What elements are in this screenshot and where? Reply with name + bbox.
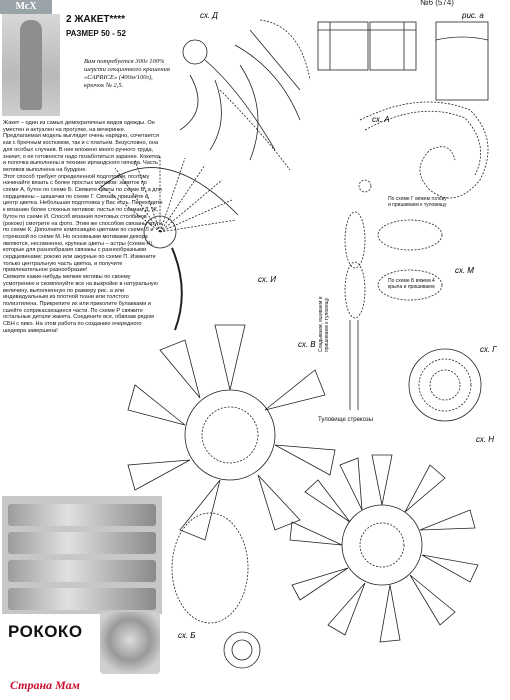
article-size: РАЗМЕР 50 - 52 bbox=[66, 29, 126, 38]
circle-motif-g bbox=[409, 349, 481, 421]
instructions-paragraph: Этот способ требует определенной подготовки, поэтому начинайте вязать с более простых мотивов: завиток по схеме А, бутон по схеме Б. Свяжите цветы по схеме В, а для сердцевины – шишечки по схеме Г. Связав, пришейте в центр цветка. Небольшая подготовка у Вас есть. Переходите к вязанию более сложных мотивов: листья по схемам Д, Ж, бутон по схеме И. Способ вязания почтовых столбиков (рококо) смотрите на фото. Этим же способом связаны круги по схеме К. Дополните композицию цветами по схеме Л и стрекозой по схеме М. Но основными мотивами декора являются, несомненно, крупные цветы – астры (схема Н), которые для разнообразия связаны с разнообразными сердцевинами: рококо или ажурные по схеме П. Измените только центральную часть цветка, и получите привлекательное разнообразие! bbox=[3, 173, 163, 274]
article-title: 2 ЖАКЕТ**** bbox=[66, 14, 126, 25]
instructions-paragraph: Предлагаемая модель выглядит очень нарядно, сочетается как с брючным костюмом, так и с платьем. Безусловно, она для особых случаев. В нее вложено много ручного труда, значит, о ее готовности надо позаботиться заранее. Кокетка и полочка выполнены в технике ирландского гипюра. Часть мотивов выполнена на бурдоне. bbox=[3, 133, 160, 173]
pattern-label: рис. а bbox=[462, 11, 484, 20]
diagram-label-g: сх. Г bbox=[480, 345, 497, 354]
diagram-label-v: сх. В bbox=[298, 340, 316, 349]
bud-motif-b bbox=[172, 513, 260, 668]
instructions-paragraph: Свяжите какие-нибудь мелкие мотивы по своему усмотрению и скомпонуйте все на выкройке в натуральную величину, выполненную по размеру рис. а или индивидуальным из плотной ткани или толстого полиэтилена. Прикрепите их или приколите булавками и сшейте соприкасающиеся части. По схеме Р свяжите остальные детали жакета. Соедините все, обвязав рядом СБН с пико. На этом работа по созданию очередного шедевра завершена! bbox=[3, 274, 158, 334]
note-head: По схеме Г вяжем голову и пришиваем к туловищу bbox=[388, 196, 447, 208]
dragonfly-body-caption: Туловище стрекозы bbox=[318, 417, 373, 423]
rococo-label: РОКОКО bbox=[8, 622, 83, 641]
materials-text: Вам потребуется 300г 100% шерсти секционного крашения «CAPRICE» (400м/100г), крючок № 2,5. bbox=[84, 58, 170, 89]
diagram-label-i: сх. И bbox=[258, 275, 276, 284]
instructions-paragraph: Жакет – один из самых демократичных видов одежды. Он уместен и актуален на прогулке, на вечеринке. bbox=[3, 120, 155, 133]
brand-watermark: Страна Мам bbox=[10, 678, 80, 692]
diagram-label-m: сх. М bbox=[455, 266, 474, 275]
garment-pattern-diagram bbox=[318, 22, 488, 100]
flower-motif-v bbox=[128, 325, 335, 540]
issue-number: №6 (574) bbox=[420, 0, 454, 7]
diagram-label-n: сх. Н bbox=[476, 435, 495, 444]
note-body: Сладываем, вшиваем и пришиваем к туловищу bbox=[318, 296, 330, 352]
half-flower-motif-i bbox=[98, 155, 238, 330]
diagram-label-b: сх. Б bbox=[178, 631, 196, 640]
leaf-motif-d bbox=[180, 20, 310, 170]
diagram-label-a: сх. А bbox=[372, 115, 390, 124]
dragonfly-wings-motif-m bbox=[345, 180, 442, 410]
magazine-logo: МсХ bbox=[0, 0, 52, 14]
note-wings: По схеме Б вяжем 4 крыла и пришиваем bbox=[388, 278, 435, 290]
diagram-label-d: сх. Д bbox=[200, 11, 218, 20]
large-flower-motif-n bbox=[290, 455, 478, 642]
